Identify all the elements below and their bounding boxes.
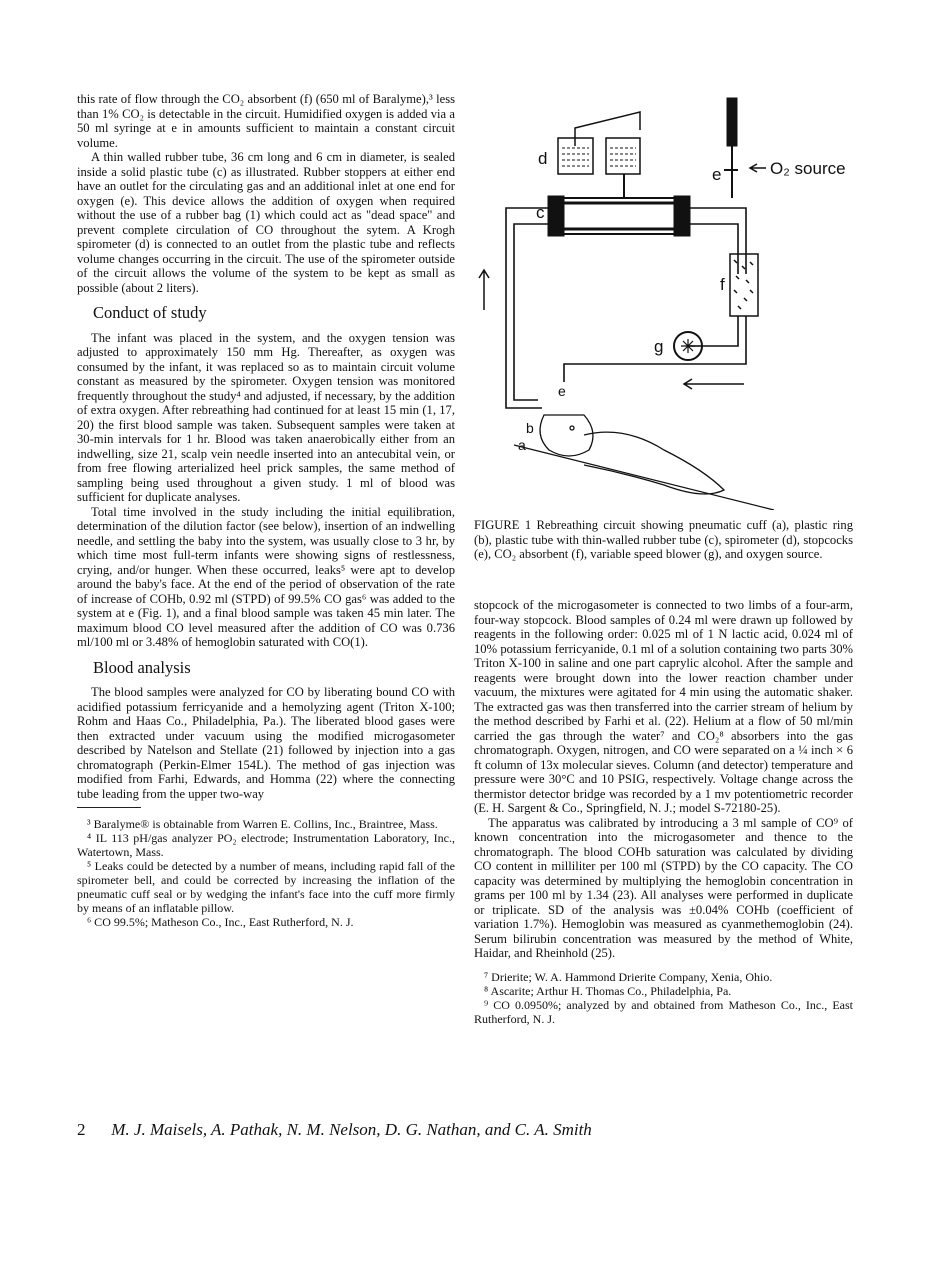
paragraph: The blood samples were analyzed for CO by liberating bound CO with acidified potassium ferricyanide and a hemolyzing agent (Triton X-100; Rohm and Haas Co., Philadelphia, Pa.). The liberated blood gases were then extracted under vacuum using the modified microgasometer described by Natelson and Stellate (21) followed by injection into a gas chromatograph (Perkin-Elmer 154L). The method of gas injection was modified from Farhi, Edwards, and Homma (22) where the connecting tube leading from the upper two-way: [77, 685, 455, 801]
plastic-tube-c: [548, 196, 690, 236]
circuit-tubing: [506, 208, 746, 408]
paragraph: stopcock of the microgasometer is connected to two limbs of a four-arm, four-way stopcock. Blood samples of 0.24 ml were drawn up followed by reagents in the following order: 0.025 ml of 1 N lactic acid, 0.024 ml of 10% potassium ferricyanide, 0.1 ml of a solution containing two parts 30% Triton X-100 in saline and one part caprylic alcohol. After the sample and reagents were brought down into the lower reaction chamber under vacuum, the mixtures were agitated for 4 min using the automatic shaker. The extracted gas was then transferred into the carrier stream of helium by the method described by Farhi et al. (22). Helium at a flow of 50 ml/min carried the gas through the water⁷ and CO₂⁸ absorbers into the gas chromatograph. Oxygen, nitrogen, and CO were separated on a ¼ inch × 6 ft column of 13x molecular sieves. Column (and detector) temperature and pressure were 30°C and 10 PSIG, respectively. Voltage change across the thermistor detector bridge was recorded by a 1 mv potentiometric recorder (E. H. Sargent & Co., Springfield, N. J.; model S-72180-25).: [474, 598, 853, 815]
page-number: 2: [77, 1120, 86, 1139]
section-heading-blood: Blood analysis: [93, 657, 191, 677]
paragraph: this rate of flow through the CO₂ absorbent (f) (650 ml of Baralyme),³ less than 1% CO₂ is detectable in the circuit. Humidified oxygen is added via a 50 ml syringe at e in amounts sufficient to maintain a constant circuit volume.: [77, 92, 455, 150]
footnote: ⁷ Drierite; W. A. Hammond Drierite Company, Xenia, Ohio.: [484, 969, 773, 984]
label-f: f: [720, 275, 725, 294]
label-e-bottom: e: [558, 383, 566, 399]
caption-label: FIGURE 1: [474, 518, 532, 532]
spirometer-d: [558, 112, 640, 198]
paragraph: The apparatus was calibrated by introducing a 3 ml sample of CO⁹ of known concentration into the microgasometer and thence to the chromatograph. The blood COHb saturation was calculated by dividing CO content in milliliter per 100 ml (STPD) by the CO capacity. The CO capacity was determined by multiplying the hemoglobin concentration in grams per 100 ml by 1.34 (23). All analyses were performed in duplicate or triplicate. SD of the analysis was ±0.04% COHb (coefficient of variation 1.7%). Hemoglobin was measured as cyanmethemoglobin (24). Serum bilirubin concentration was measured by the method of White, Haidar, and Rheinhold (25).: [474, 815, 853, 960]
label-a: a: [518, 437, 526, 453]
paragraph: Total time involved in the study including the initial equilibration, determination of the dilution factor (see below), insertion of an indwelling needle, and settling the baby into the system, was usually close to 3 hr, by which time most full-term infants were showing signs of restlessness, crying, and/or hunger. When these occurred, leaks⁵ were apt to develop around the baby's face. At the end of the period of observation of the rate of increase of COHb, 0.92 ml (STPD) of 99.5% CO gas⁶ was added to the system at e (Fig. 1), and a final blood sample was taken 45 min later. The maximum blood CO level measured after the addition of CO was 0.736 ml/100 ml or 3.48% of hemoglobin saturated with CO(1).: [77, 504, 455, 649]
figure-caption: [474, 518, 853, 562]
footnote: ⁶ CO 99.5%; Matheson Co., Inc., East Rutherford, N. J.: [87, 915, 354, 929]
paragraph: A thin walled rubber tube, 36 cm long and 6 cm in diameter, is sealed inside a solid plastic tube (c) as illustrated. Rubber stoppers at either end have an outlet for the circulating gas and an additional inlet at one end for oxygen (e). This device allows the addition of oxygen when required without the use of a rubber bag (1) which could act as "dead space" and prevent complete circulation of CO throughout the sytem. A Krogh spirometer (d) is connected to an outlet from the plastic tube and reflects volume changes occurring in the circuit. The use of the spirometer outside of the circuit allows the volume of the system to be kept as small as possible (about 2 liters).: [77, 150, 455, 295]
footnote: ⁸ Ascarite; Arthur H. Thomas Co., Philadelphia, Pa.: [484, 983, 732, 998]
author-list: M. J. Maisels, A. Pathak, N. M. Nelson, D. G. Nathan, and C. A. Smith: [111, 1120, 592, 1139]
caption-text: Rebreathing circuit showing pneumatic cuff (a), plastic ring (b), plastic tube with thin-walled rubber tube (c), spirometer (d), stopcocks (e), CO₂ absorbent (f), variable speed blower (g), and oxygen source.: [474, 518, 853, 561]
footnote: ⁹ CO 0.0950%; analyzed by and obtained from Matheson Co., Inc., East Rutherford, N. J.: [474, 997, 853, 1026]
oxygen-syringe: [724, 98, 738, 198]
section-heading-conduct: Conduct of study: [93, 303, 207, 322]
co2-absorbent-f: [730, 254, 758, 316]
label-o2-source: O₂ source: [770, 159, 846, 178]
left-column: [77, 92, 455, 929]
right-column: [474, 598, 853, 1026]
infant-drawing: [514, 415, 774, 510]
label-e-top: e: [712, 165, 722, 184]
footnote: ⁴ IL 113 pH/gas analyzer PO₂ electrode; Instrumentation Laboratory, Inc., Watertown, Mass.: [77, 831, 455, 859]
footnote: ³ Baralyme® is obtainable from Warren E. Collins, Inc., Braintree, Mass.: [87, 817, 438, 831]
rebreathing-circuit-figure: [474, 90, 864, 510]
label-g: g: [654, 337, 664, 356]
label-b: b: [526, 420, 534, 436]
footnote: ⁵ Leaks could be detected by a number of means, including rapid fall of the spirometer bell, and could be corrected by increasing the inflation of the pneumatic cuff seal or by wedging the infant's face into the cuff more firmly by means of an inflatable pillow.: [77, 859, 455, 915]
label-d: d: [538, 149, 548, 168]
footnote-rule: [77, 807, 141, 808]
label-c: c: [536, 203, 545, 222]
paragraph: The infant was placed in the system, and the oxygen tension was adjusted to approximately 150 mm Hg. Thereafter, as oxygen was consumed by the infant, it was replaced so as to maintain circuit volume constant as measured by the spirometer. Oxygen tension was monitored frequently throughout the study⁴ and adjusted, if necessary, by the addition of extra oxygen. After rebreathing had continued for at least 15 min (1, 17, 20) the first blood sample was taken. Subsequent samples were taken at 30-min intervals for 1 hr. Blood was taken anaerobically either from an indwelling, size 21, scalp vein needle inserted into an antecubital vein, or from free flowing arterialized heel prick samples, the same method of sampling being used throughout a given study. 1 ml of blood was sufficient for duplicate analyses.: [77, 330, 455, 504]
page-footer: [77, 1120, 867, 1140]
